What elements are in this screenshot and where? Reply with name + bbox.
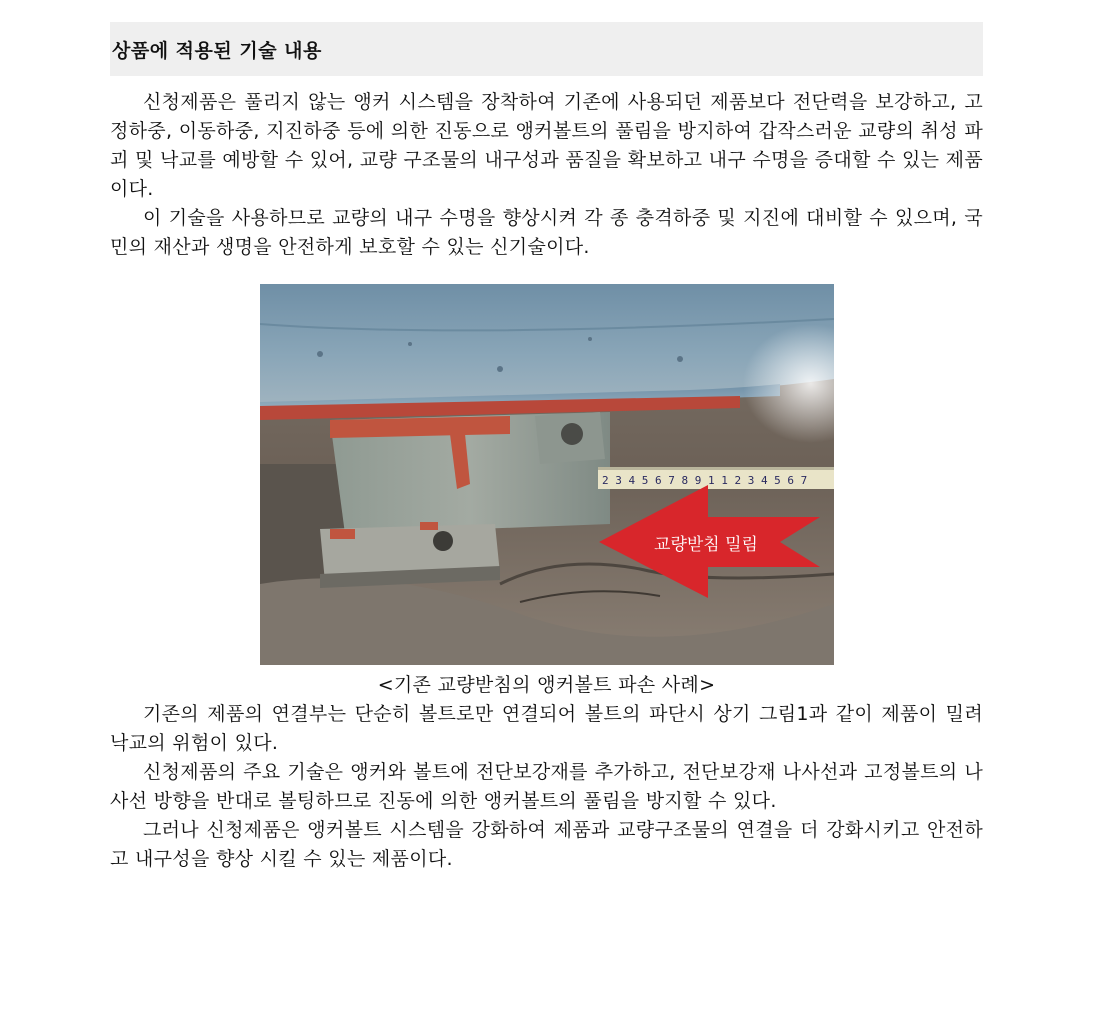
bridge-bearing-photo <box>260 284 834 665</box>
document-page <box>110 22 983 874</box>
arrow-label: 교량받침 밀림 <box>653 535 758 555</box>
figure-caption: <기존 교량받침의 앵커볼트 파손 사례> <box>377 674 716 696</box>
paragraph-1: 신청제품은 풀리지 않는 앵커 시스템을 장착하여 기존에 사용되던 제품보다 전단력을 보강하고, 고정하중, 이동하중, 지진하중 등에 의한 진동으로 앵커볼트의 풀림을 방지하여 갑작스러운 교량의 취성 파괴 및 낙교를 예방할 수 있어, 교량 구조물의 내구성과 품질을 확보하고 내구 수명을 증대할 수 있는 제품이다. <box>110 91 983 200</box>
tape-numbers: 2 3 4 5 6 7 8 9 1 1 2 3 4 5 6 7 <box>601 474 807 487</box>
paragraph-2: 이 기술을 사용하므로 교량의 내구 수명을 향상시켜 각 종 충격하중 및 지진에 대비할 수 있으며, 국민의 재산과 생명을 안전하게 보호할 수 있는 신기술이다. <box>110 207 983 258</box>
section-heading: 상품에 적용된 기술 내용 <box>112 39 322 62</box>
section-heading-bar <box>110 22 983 76</box>
paragraph-3: 기존의 제품의 연결부는 단순히 볼트로만 연결되어 볼트의 파단시 상기 그림1과 같이 제품이 밀려 낙교의 위험이 있다. <box>110 703 983 754</box>
paragraph-5: 그러나 신청제품은 앵커볼트 시스템을 강화하여 제품과 교량구조물의 연결을 더 강화시키고 안전하고 내구성을 향상 시킬 수 있는 제품이다. <box>110 819 983 870</box>
figure <box>260 284 834 700</box>
paragraph-4: 신청제품의 주요 기술은 앵커와 볼트에 전단보강재를 추가하고, 전단보강재 나사선과 고정볼트의 나사선 방향을 반대로 볼팅하므로 진동에 의한 앵커볼트의 풀림을 방지할 수 있다. <box>110 761 983 812</box>
